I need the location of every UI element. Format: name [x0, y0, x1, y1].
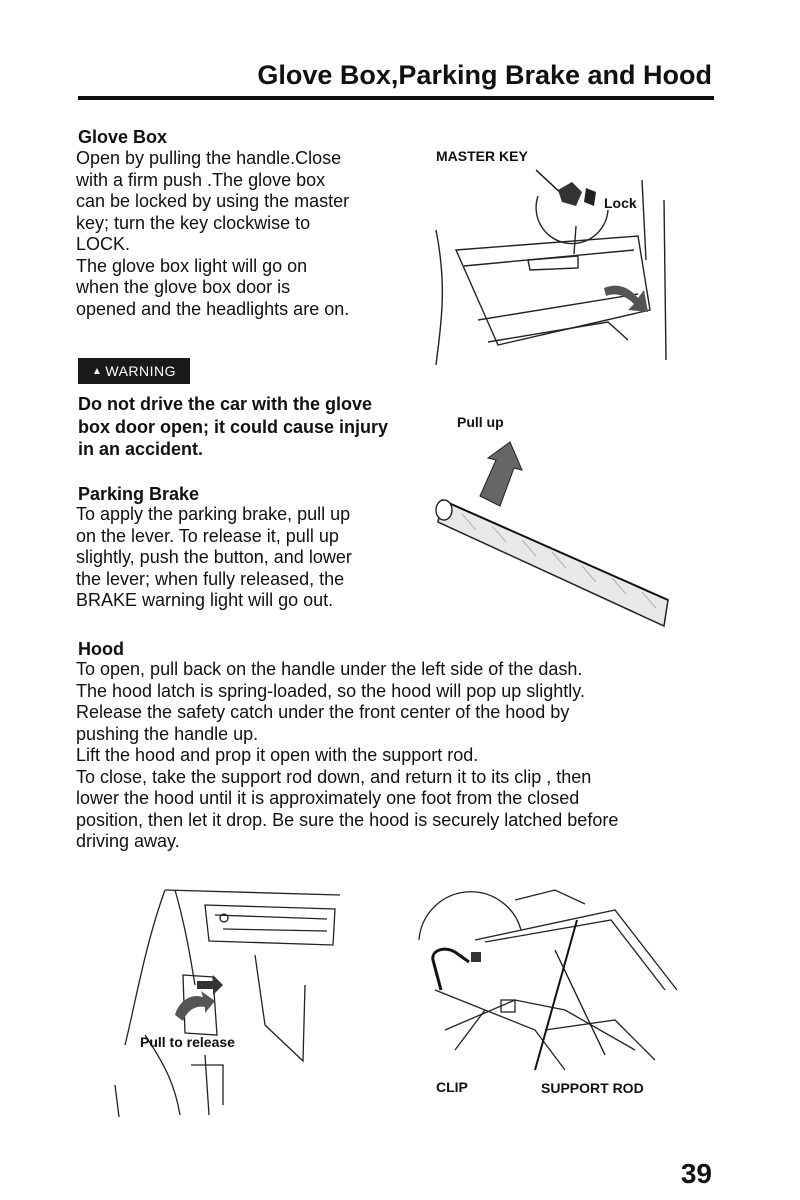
warning-text — [78, 393, 418, 461]
warning-badge — [78, 358, 190, 384]
parking-brake-line: slightly, push the button, and lower — [76, 547, 352, 567]
parking-brake-heading: Parking Brake — [78, 484, 200, 504]
hood-heading: Hood — [78, 639, 124, 659]
glove-box-heading: Glove Box — [78, 127, 168, 147]
hood-line: To close, take the support rod down, and return it to its clip , then — [76, 766, 592, 787]
parking-brake-line: the lever; when fully released, the — [76, 568, 345, 589]
pull-up-arrow-icon — [480, 442, 522, 506]
warning-line: in an accident. — [78, 439, 204, 459]
parking-brake-line: on the lever. To release it, pull up — [76, 525, 339, 546]
glove-box-text — [76, 148, 392, 320]
release-arrow-icon — [175, 991, 215, 1021]
pull-to-release-label: Pull to release — [140, 1034, 235, 1050]
hood-support-illustration — [415, 880, 680, 1080]
hood-release-illustration — [105, 885, 355, 1120]
hood-line: The hood latch is spring-loaded, so the hood will pop up slightly. — [76, 680, 585, 701]
glove-box-line: LOCK. — [76, 234, 131, 254]
warning-line: box door open; it could cause injury — [78, 416, 389, 437]
support-rod-pointer — [555, 950, 605, 1055]
release-button-icon — [436, 500, 452, 520]
glove-box-line: The glove box light will go on — [76, 255, 308, 276]
support-rod-line — [535, 920, 577, 1070]
page-number: 39 — [680, 1158, 712, 1189]
hood-line: To open, pull back on the handle under the left side of the dash. — [76, 659, 583, 679]
hood-text — [76, 659, 712, 853]
glove-box-line: opened and the headlights are on. — [76, 298, 350, 319]
lock-label: Lock — [604, 195, 637, 211]
glove-box-illustration — [428, 170, 678, 370]
glove-box-line: can be locked by using the master — [76, 191, 350, 211]
pull-up-label: Pull up — [457, 414, 504, 430]
hood-line: lower the hood until it is approximately one foot from the closed — [76, 788, 580, 808]
support-rod-label: SUPPORT ROD — [541, 1080, 644, 1096]
key-icon — [558, 182, 582, 206]
clip-label: CLIP — [436, 1079, 468, 1095]
hood-line: pushing the handle up. — [76, 723, 259, 744]
title-rule — [78, 96, 714, 100]
warning-badge-label: WARNING — [105, 363, 177, 379]
hood-line: Lift the hood and prop it open with the support rod. — [76, 745, 479, 765]
glove-box-line: Open by pulling the handle.Close — [76, 148, 342, 168]
parking-brake-line: To apply the parking brake, pull up — [76, 504, 351, 524]
parking-brake-illustration — [432, 440, 672, 640]
warning-triangle-icon: ▲ — [91, 365, 103, 377]
hood-line: driving away. — [76, 831, 180, 851]
glove-box-line: key; turn the key clockwise to — [76, 212, 311, 233]
hood-line: position, then let it drop. Be sure the hood is securely latched before — [76, 809, 619, 830]
master-key-label: MASTER KEY — [436, 148, 528, 164]
clip-hook-icon — [433, 949, 469, 990]
parking-brake-text — [76, 504, 414, 612]
glove-box-line: when the glove box door is — [76, 277, 291, 297]
page-title: Glove Box,Parking Brake and Hood — [257, 60, 712, 90]
parking-brake-line: BRAKE warning light will go out. — [76, 590, 334, 610]
warning-line: Do not drive the car with the glove — [78, 394, 373, 414]
glove-box-line: with a firm push .The glove box — [76, 169, 326, 190]
hood-line: Release the safety catch under the front center of the hood by — [76, 702, 570, 722]
